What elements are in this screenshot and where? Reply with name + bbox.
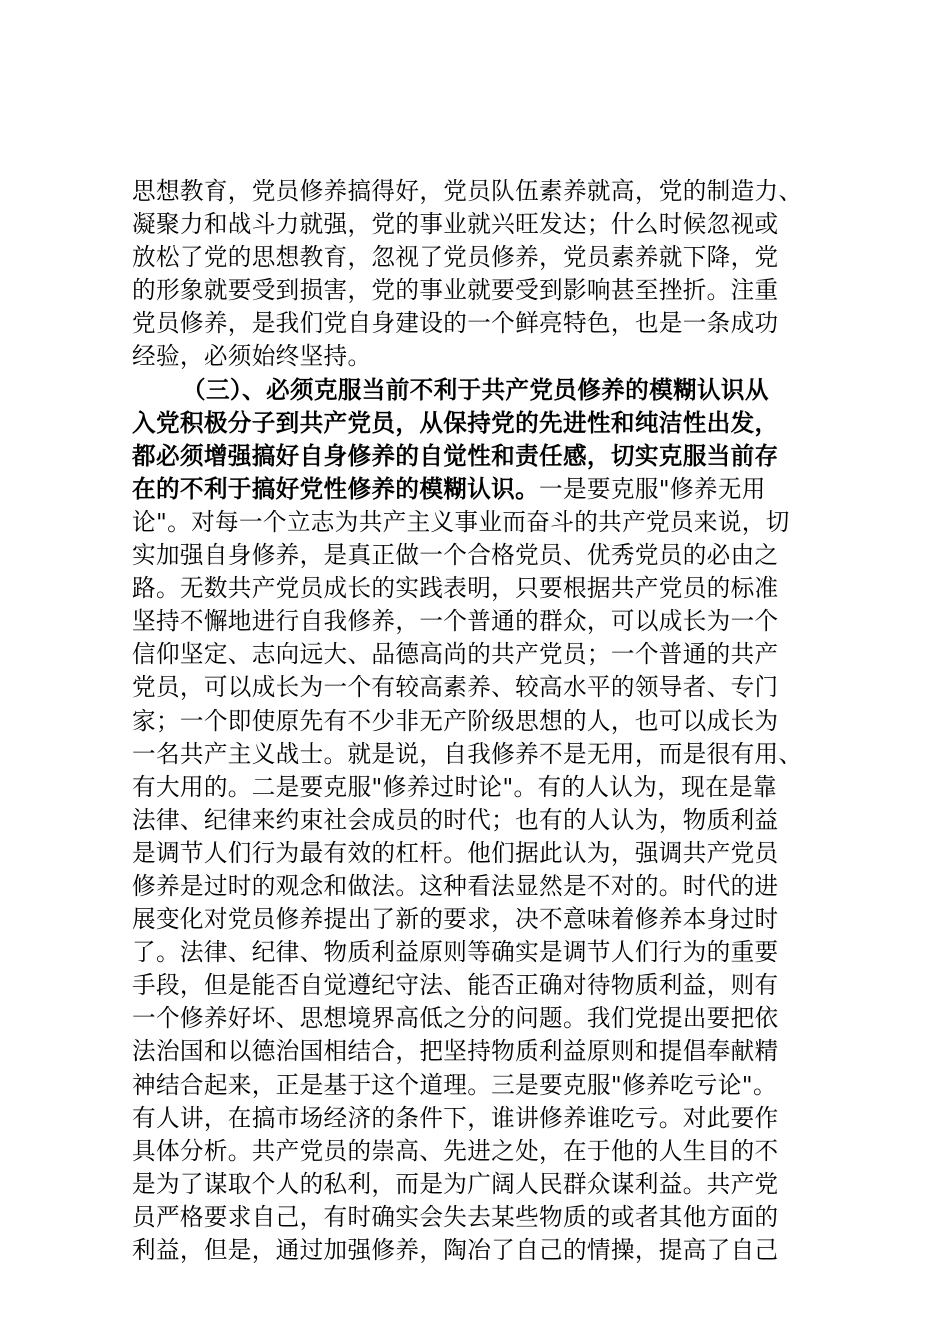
text-segment: 路。无数共产党员成长的实践表明，只要根据共产党员的标准: [132, 574, 779, 603]
text-segment: 一是要克服"修养无用: [539, 474, 766, 503]
text-segment: 是为了谋取个人的私利，而是为广阔人民群众谋利益。共产党: [132, 1169, 779, 1198]
text-line: [132, 870, 828, 903]
text-line: [132, 605, 828, 638]
text-line: [132, 1135, 828, 1168]
text-line: [132, 705, 828, 738]
text-segment: 家；一个即使原先有不少非无产阶级思想的人，也可以成长为: [132, 706, 779, 735]
bold-text-segment: 都必须增强搞好自身修养的自觉性和责任感，切实克服当前存: [132, 441, 779, 470]
text-segment: 的形象就要受到损害，党的事业就要受到影响甚至挫折。注重: [132, 276, 779, 305]
text-segment: 有人讲，在搞市场经济的条件下，谁讲修养谁吃亏。对此要作: [132, 1103, 779, 1132]
text-segment: 法律、纪律来约束社会成员的时代；也有的人认为，物质利益: [132, 805, 779, 834]
text-line: [132, 771, 828, 804]
text-line: [132, 638, 828, 671]
text-segment: 手段，但是能否自觉遵纪守法、能否正确对待物质利益，则有: [132, 971, 779, 1000]
text-line: [132, 1035, 828, 1068]
text-line: [132, 903, 828, 936]
text-segment: 展变化对党员修养提出了新的要求，决不意味着修养本身过时: [132, 905, 779, 934]
text-segment: 放松了党的思想教育，忽视了党员修养，党员素养就下降，党: [132, 243, 779, 272]
text-line: [132, 804, 828, 837]
text-segment: 有大用的。二是要克服"修养过时论"。有的人认为，现在是靠: [132, 772, 777, 801]
text-segment: 了。法律、纪律、物质利益原则等确实是调节人们行为的重要: [132, 938, 779, 967]
text-line: [132, 969, 828, 1002]
text-line: [132, 175, 828, 208]
text-line: [132, 671, 828, 704]
text-segment: 凝聚力和战斗力就强，党的事业就兴旺发达；什么时候忽视或: [132, 210, 779, 239]
text-line: [132, 340, 828, 373]
text-segment: 坚持不懈地进行自我修养，一个普通的群众，可以成长为一个: [132, 607, 779, 636]
bold-text-segment: （三）、必须克服当前不利于共产党员修养的模糊认识从: [182, 375, 769, 404]
text-line: [132, 473, 828, 506]
text-segment: 思想教育，党员修养搞得好，党员队伍素养就高，党的制造力、: [132, 177, 803, 205]
text-segment: 论"。对每一个立志为共产主义事业而奋斗的共产党员来说，切: [132, 507, 790, 536]
text-line: [132, 936, 828, 969]
text-line: [132, 837, 828, 870]
text-line: [132, 208, 828, 241]
text-segment: 利益，但是，通过加强修养，陶冶了自己的情操，提高了自己: [132, 1236, 779, 1264]
text-line: [132, 440, 828, 473]
text-segment: 修养是过时的观念和做法。这种看法显然是不对的。时代的进: [132, 871, 779, 900]
bold-text-segment: 在的不利于搞好党性修养的模糊认识。: [132, 474, 540, 503]
text-line: [132, 1201, 828, 1234]
text-segment: 信仰坚定、志向远大、品德高尚的共产党员；一个普通的共产: [132, 640, 779, 669]
text-line: [132, 1234, 828, 1267]
text-line: [132, 572, 828, 605]
text-segment: 神结合起来，正是基于这个道理。三是要克服"修养吃亏论"。: [132, 1070, 777, 1099]
text-segment: 党员，可以成长为一个有较高素养、较高水平的领导者、专门: [132, 673, 779, 702]
text-segment: 经验，必须始终坚持。: [132, 342, 372, 371]
text-segment: 一名共产主义战士。就是说，自我修养不是无用，而是很有用、: [132, 739, 803, 768]
text-line: [132, 241, 828, 274]
text-line: [132, 539, 828, 572]
text-line: [132, 1002, 828, 1035]
document-body-text: [132, 175, 828, 1267]
text-segment: 党员修养，是我们党自身建设的一个鲜亮特色，也是一条成功: [132, 309, 779, 338]
text-segment: 法治国和以德治国相结合，把坚持物质利益原则和提倡奉献精: [132, 1037, 779, 1066]
text-line: [132, 274, 828, 307]
text-line: [132, 738, 828, 771]
text-line: [132, 1069, 828, 1102]
text-segment: 员严格要求自己，有时确实会失去某些物质的或者其他方面的: [132, 1202, 779, 1231]
text-segment: 具体分析。共产党员的崇高、先进之处，在于他的人生目的不: [132, 1136, 779, 1165]
text-line: [132, 407, 828, 440]
text-line: [132, 1102, 828, 1135]
bold-text-segment: 入党积极分子到共产党员，从保持党的先进性和纯洁性出发，: [132, 408, 779, 437]
text-line: [132, 307, 828, 340]
text-segment: 是调节人们行为最有效的杠杆。他们据此认为，强调共产党员: [132, 838, 779, 867]
text-line: [132, 374, 828, 407]
text-line: [132, 506, 828, 539]
text-segment: 实加强自身修养，是真正做一个合格党员、优秀党员的必由之: [132, 541, 779, 570]
text-segment: 一个修养好坏、思想境界高低之分的问题。我们党提出要把依: [132, 1004, 779, 1033]
text-line: [132, 1168, 828, 1201]
